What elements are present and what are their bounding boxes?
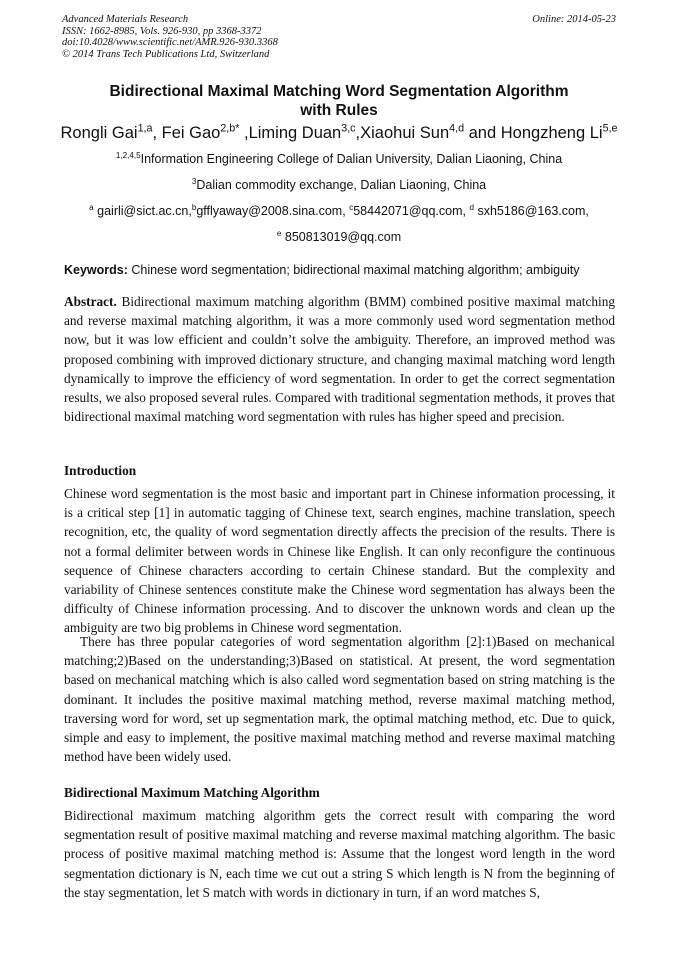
doi-line: doi:10.4028/www.scientific.net/AMR.926-930.3368 — [62, 37, 278, 48]
email-sup: a — [89, 202, 94, 212]
email-d: sxh5186@163.com, — [477, 204, 589, 218]
author-name: Rongli Gai — [60, 124, 138, 142]
email-sup: c — [349, 202, 354, 212]
title-line-2: with Rules — [300, 102, 378, 119]
affiliation-sup: 3 — [191, 176, 197, 186]
affiliation-2 — [20, 177, 658, 193]
title-line-1: Bidirectional Maximal Matching Word Segmentation Algorithm — [109, 83, 569, 100]
author-sep: , — [152, 124, 162, 142]
affiliation-sup: 1,2,4,5 — [115, 150, 141, 160]
paper-title — [40, 82, 638, 120]
keywords-text: Chinese word segmentation; bidirectional maximal matching algorithm; ambiguity — [131, 263, 580, 277]
affiliation-text: Dalian commodity exchange, Dalian Liaoning, China — [196, 178, 487, 192]
author-name: Liming Duan — [248, 124, 342, 142]
email-sup: d — [469, 202, 474, 212]
author-sep: , — [239, 124, 249, 142]
email-e: 850813019@qq.com — [284, 230, 402, 244]
affiliation-1 — [20, 151, 658, 167]
email-sup: b — [191, 202, 197, 212]
online-date: Online: 2014-05-23 — [532, 14, 616, 25]
author-sep: , — [355, 124, 361, 142]
section-heading-bmm: Bidirectional Maximum Matching Algorithm — [64, 785, 320, 800]
author-sep: and — [464, 124, 501, 142]
journal-header — [62, 14, 616, 60]
email-sup: e — [276, 228, 282, 238]
email-line — [20, 203, 658, 219]
keywords — [64, 262, 624, 278]
affiliation-text: Information Engineering College of Dalian University, Dalian Liaoning, China — [140, 152, 563, 166]
email-b: gfflyaway@2008.sina.com, — [196, 204, 346, 218]
email-line-2 — [20, 229, 658, 245]
author-sup: 5,e — [602, 122, 618, 135]
abstract — [64, 292, 615, 426]
issn-line: ISSN: 1662-8985, Vols. 926-930, pp 3368-3372 — [62, 25, 262, 37]
author-sup: 1,a — [137, 122, 153, 135]
author-name: Fei Gao — [161, 124, 221, 142]
author-list — [20, 122, 658, 144]
email-a: gairli@sict.ac.cn, — [97, 204, 192, 218]
email-c: 58442071@qq.com, — [353, 204, 466, 218]
journal-name: Advanced Materials Research — [62, 14, 189, 25]
author-name: Hongzheng Li — [500, 124, 603, 142]
author-sup: 4,d — [449, 122, 465, 135]
copyright-line: © 2014 Trans Tech Publications Ltd, Switzerland — [62, 48, 270, 60]
author-sup: 2,b* — [220, 122, 240, 135]
intro-paragraph-1: Chinese word segmentation is the most basic and important part in Chinese information processing, it is a critical step [1] in automatic tagging of Chinese text, search engines, machine translation, speech recognition, etc, the quality of word segmentation directly affects the precision of the results. There is not a formal delimiter between words in Chinese like English. It can only reconfigure the continuous sequence of Chinese characters according to certain Chinese standard. But the complexity and variability of Chinese sentences constitute make the Chinese word segmentation has always been the difficulty of Chinese information processing. And to discover the unknown words and clean up the ambiguity are two big problems in Chinese word segmentation. — [64, 486, 615, 636]
section-heading-introduction: Introduction — [64, 463, 137, 478]
author-sup: 3,c — [341, 122, 356, 135]
intro-paragraph-2: There has three popular categories of word segmentation algorithm [2]:1)Based on mechanical matching;2)Based on the understanding;3)Based on statistical. At present, the word segmentation based on mechanical matching which is also called word segmentation based on string matching is the dominant. It includes the positive maximal matching method, reverse maximal matching method, traversing word for word, set up segmentation mark, the optimal matching method, etc. Due to quick, simple and easy to implement, the positive maximal matching method and reverse maximal matching method have been widely used. — [64, 634, 615, 765]
abstract-text: Bidirectional maximum matching algorithm (BMM) combined positive maximal matching and reverse maximal matching algorithm, it was a more commonly used word segmentation method now, but it was low efficient and couldn’t solve the ambiguity. Therefore, an improved method was proposed combining with improved dictionary structure, and changing maximal matching word length dynamically to improve the efficiency of word segmentation. In order to get the correct segmentation results, we also proposed several rules. Compared with traditional segmentation methods, it proves that bidirectional maximal matching word segmentation with rules has higher speed and precision. — [64, 294, 615, 425]
author-name: Xiaohui Sun — [360, 124, 450, 142]
bmm-paragraph-1: Bidirectional maximum matching algorithm gets the correct result with comparing the word segmentation result of positive maximal matching and reverse maximal matching algorithm. The basic process of positive maximal matching method is: Assume that the longest word length in the word segmentation dictionary is N, each time we cut out a string S which length is N from the beginning of the stay segmentation, let S match with words in dictionary in turn, if an word matches S, — [64, 808, 615, 900]
abstract-label: Abstract. — [64, 294, 117, 309]
keywords-label: Keywords: — [64, 263, 128, 277]
